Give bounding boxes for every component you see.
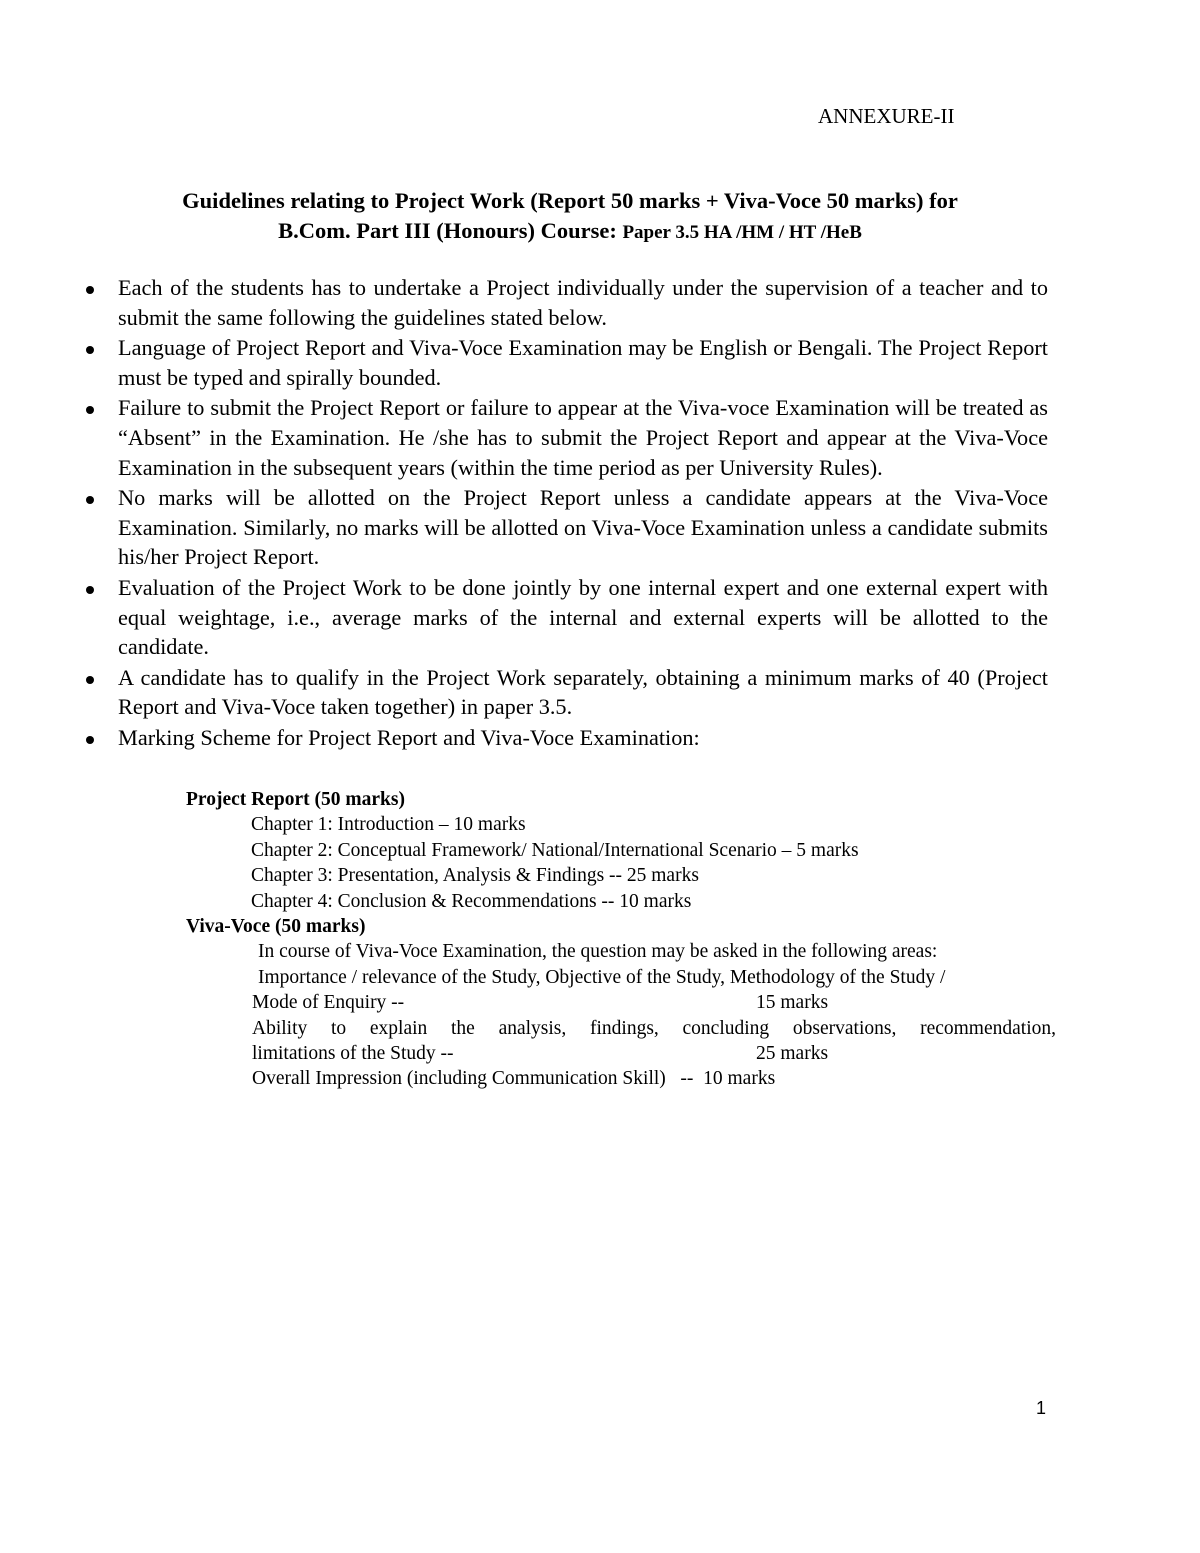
guideline-item [118,393,1048,482]
bullet-icon [86,676,94,684]
guideline-item [118,663,1048,722]
guideline-item [118,333,1048,392]
title-line-2 [60,216,1080,248]
bullet-icon [86,346,94,354]
project-report-heading: Project Report (50 marks) [186,789,405,810]
viva-area-2 [186,1041,1056,1066]
bullet-icon [86,496,94,504]
guideline-text: Each of the students has to undertake a Project individually under the supervision of a teacher and to submit the same following the guidelines stated below. [118,275,1048,330]
viva-area-2-label: limitations of the Study -- [252,1043,454,1065]
viva-area-1-marks: 15 marks [756,992,829,1014]
document-title [60,186,1080,248]
guideline-text: No marks will be allotted on the Project Report unless a candidate appears at the Viva-Voce Examination. Similarly, no marks will be allotted on Viva-Voce Examination unless a candidate submits his/her Project Report. [118,485,1048,570]
viva-area-2-text: Ability to explain the analysis, findings, concluding observations, recommendation, [252,1017,1056,1039]
guideline-item [118,723,1048,753]
bullet-icon [86,286,94,294]
title-course: B.Com. Part III (Honours) Course: [278,218,623,243]
annexure-label: ANNEXURE-II [818,104,955,128]
guideline-item [118,483,1048,572]
guidelines-list [118,273,1048,754]
viva-area-1-label: Mode of Enquiry -- [252,992,405,1014]
chapter-marks: Chapter 1: Introduction – 10 marks [251,814,526,836]
guideline-text: Language of Project Report and Viva-Voce Examination may be English or Bengali. The Project Report must be typed and spirally bounded. [118,335,1048,390]
viva-voce-heading: Viva-Voce (50 marks) [186,916,366,938]
page-number: 1 [1036,1398,1047,1418]
viva-area-1-text: Importance / relevance of the Study, Objective of the Study, Methodology of the Study / [258,966,946,988]
chapter-marks: Chapter 3: Presentation, Analysis & Findings -- 25 marks [251,865,699,887]
guideline-item [118,573,1048,662]
viva-intro: In course of Viva-Voce Examination, the question may be asked in the following areas: [258,941,938,963]
title-paper: Paper 3.5 HA /HM / HT /HeB [622,222,862,243]
chapter-marks: Chapter 2: Conceptual Framework/ National/International Scenario – 5 marks [251,839,859,861]
viva-area-1 [186,990,1056,1015]
viva-area-2-marks: 25 marks [756,1043,829,1065]
bullet-icon [86,736,94,744]
guideline-text: Evaluation of the Project Work to be done jointly by one internal expert and one external expert with equal weightage, i.e., average marks of the internal and external experts will be allotted to the candidate. [118,574,1048,660]
bullet-icon [86,406,94,414]
guideline-item [118,273,1048,332]
guideline-text: Failure to submit the Project Report or failure to appear at the Viva-voce Examination will be treated as “Absent” in the Examination. He /she has to submit the Project Report and appear at the Viva-Voce Examination in the subsequent years (within the time period as per University Rules). [118,395,1048,480]
title-line-1: Guidelines relating to Project Work (Report 50 marks + Viva-Voce 50 marks) for [182,188,958,213]
guideline-text: A candidate has to qualify in the Project Work separately, obtaining a minimum marks of 40 (Project Report and Viva-Voce taken together) in paper 3.5. [118,664,1048,720]
guideline-text: Marking Scheme for Project Report and Viva-Voce Examination: [118,724,700,750]
marking-scheme [186,787,1056,1092]
chapter-marks: Chapter 4: Conclusion & Recommendations -- 10 marks [251,890,692,912]
bullet-icon [86,586,94,594]
viva-area-3: Overall Impression (including Communication Skill) -- 10 marks [252,1068,776,1090]
